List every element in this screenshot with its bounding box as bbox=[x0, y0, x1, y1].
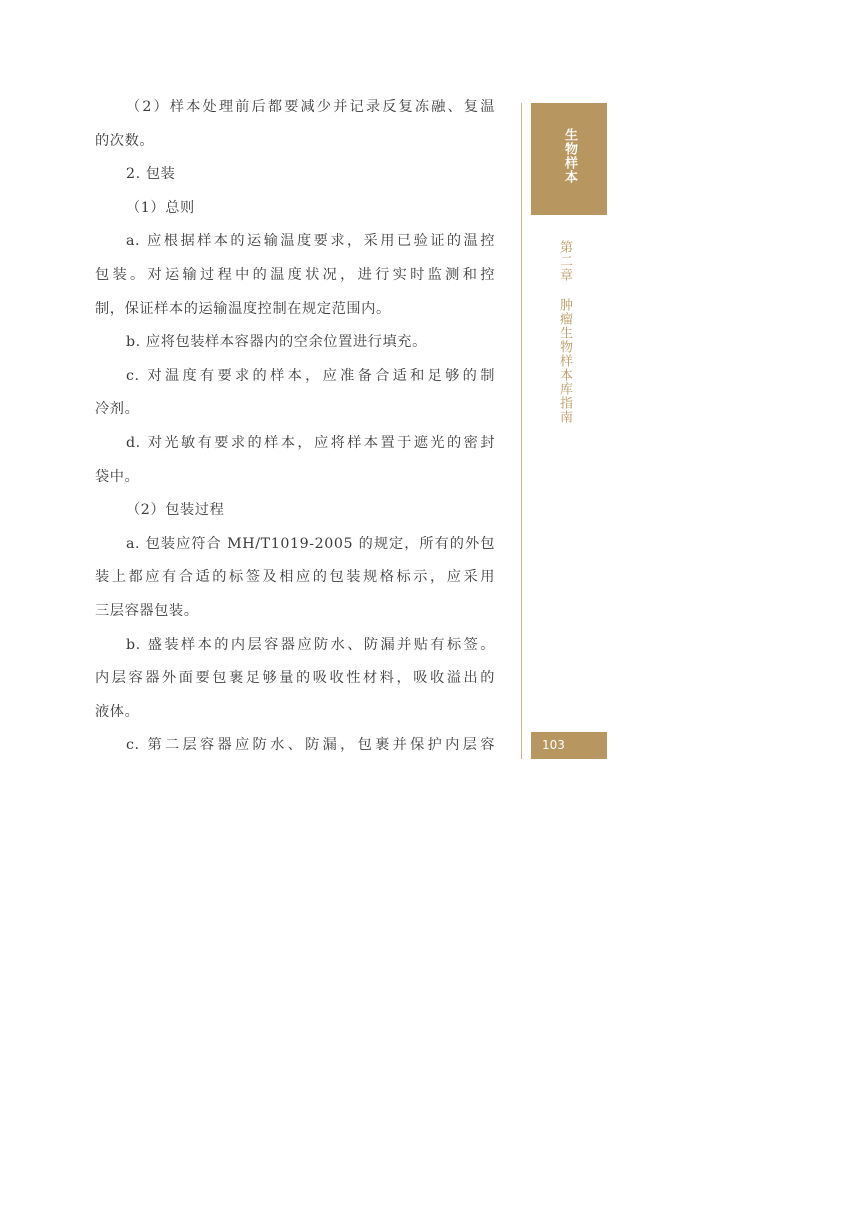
text-line: 内层容器外面要包裹足够量的吸收性材料，吸收溢出的 bbox=[95, 670, 495, 687]
text-line: 液体。 bbox=[95, 703, 140, 720]
margin-divider bbox=[521, 103, 522, 759]
text-line: （2）样本处理前后都要减少并记录反复冻融、复温 bbox=[126, 99, 495, 115]
text-line: 制，保证样本的运输温度控制在规定范围内。 bbox=[95, 300, 391, 317]
text-line: （1）总则 bbox=[126, 199, 195, 216]
section-tab bbox=[531, 103, 607, 215]
text-line: a. 包装应符合 MH/T1019-2005 的规定，所有的外包 bbox=[126, 535, 495, 552]
text-line: 2. 包装 bbox=[126, 166, 176, 183]
text-line: 的次数。 bbox=[95, 132, 155, 149]
text-line: 袋中。 bbox=[95, 468, 140, 485]
section-label: 生物样本 bbox=[562, 128, 577, 184]
page-number: 103 bbox=[542, 738, 565, 752]
text-line: b. 盛装样本的内层容器应防水、防漏并贴有标签。 bbox=[126, 636, 495, 653]
text-line: b. 应将包装样本容器内的空余位置进行填充。 bbox=[126, 334, 427, 351]
text-line: a. 应根据样本的运输温度要求，采用已验证的温控 bbox=[126, 233, 495, 250]
chapter-number: 第二章 bbox=[557, 240, 572, 282]
text-line: 装上都应有合适的标签及相应的包装规格标示，应采用 bbox=[95, 569, 495, 586]
text-line: 包装。对运输过程中的温度状况，进行实时监测和控 bbox=[95, 267, 495, 283]
chapter-heading bbox=[553, 240, 575, 424]
text-line: （2）包装过程 bbox=[126, 502, 225, 519]
page-number-tab bbox=[531, 732, 607, 759]
text-line: d. 对光敏有要求的样本，应将样本置于遮光的密封 bbox=[126, 435, 495, 451]
text-line: c. 第二层容器应防水、防漏，包裹并保护内层容 bbox=[126, 737, 495, 754]
text-line: 三层容器包装。 bbox=[95, 603, 199, 619]
text-line: c. 对温度有要求的样本，应准备合适和足够的制 bbox=[126, 367, 495, 384]
chapter-title: 肿瘤生物样本库指南 bbox=[557, 298, 572, 424]
text-line: 冷剂。 bbox=[95, 401, 140, 418]
